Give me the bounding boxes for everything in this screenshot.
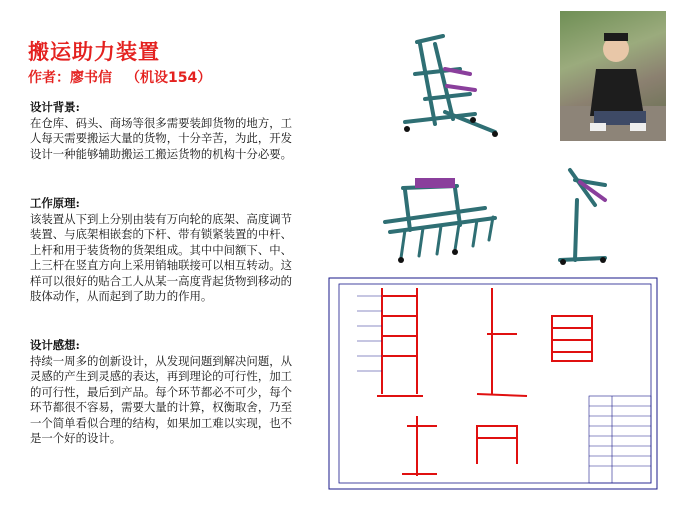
author-affiliation: （机设154） bbox=[126, 70, 212, 86]
poster-title: 搬运助力装置 bbox=[28, 40, 160, 64]
section-heading-principle: 工作原理: bbox=[30, 196, 80, 210]
author-name: 作者：廖书信 bbox=[28, 70, 112, 86]
section-heading-reflection: 设计感想: bbox=[30, 338, 80, 352]
section-body-background: 在仓库、码头、商场等很多需要装卸货物的地方，工人每天需要搬运大量的货物，十分辛苦，为此，开发设计一种能够辅助搬运工搬运货物的机构十分必要。 bbox=[30, 115, 292, 161]
section-principle bbox=[30, 196, 302, 305]
author-photo bbox=[560, 11, 666, 141]
section-reflection bbox=[30, 338, 302, 447]
engineering-drawing bbox=[327, 276, 659, 491]
model-render-side bbox=[555, 160, 665, 270]
section-body-reflection: 持续一周多的创新设计，从发现问题到解决问题，从灵感的产生到灵感的表达，再到理论的可行性，加工的可行性，最后到产品。每个环节都必不可少，每个环节都很不容易，需要大量的计算，权衡取舍，乃至一个简单看似合理的结构，如果加工难以实现，也不是一个好的设计。 bbox=[30, 353, 292, 445]
section-heading-background: 设计背景: bbox=[30, 100, 80, 114]
model-render-front bbox=[375, 170, 535, 270]
author-line bbox=[28, 67, 211, 87]
section-body-principle: 该装置从下到上分别由装有万向轮的底架、高度调节装置、与底架相嵌套的下杆、带有锁紧装置的中杆、上杆和用于装货物的货架组成。其中中间额下、中、上三杆在竖直方向上采用销轴联接可以相互转动。这样可以很好的贴合工人从某一高度背起货物到移动的肢体动作，从而起到了助力的作用。 bbox=[30, 211, 292, 303]
section-background bbox=[30, 100, 302, 162]
model-render-top bbox=[385, 14, 535, 144]
